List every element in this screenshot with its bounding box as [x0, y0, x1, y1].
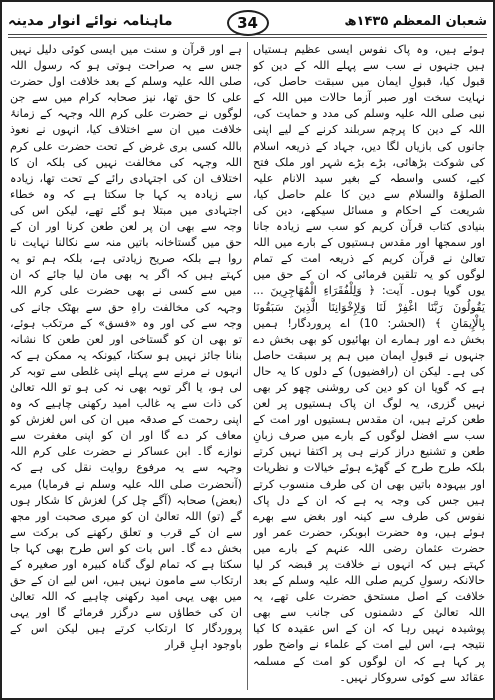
issue-date: شعبان المعظم ۱۴۳۵ھ — [344, 13, 487, 29]
left-column-text: ہے اور قرآن و سنت میں ایسی کوئی دلیل نہیں جس سے یہ صراحت ہوتی ہو کہ رسول اللہ صلی اللہ علیہ وسلم کے بعد خلافت اول حضرت علی کا حق تھا، نیز صحابہ کرام میں سے جن لوگوں نے حضرت علی کرم اللہ وجہہ کے زمانۂ خلافت میں ان سے اختلاف کیا، انہوں نے نعوذ باللہ کسی بری غرض کے تحت حضرت علی کرم اللہ وجہہ کی مخالفت نہیں کی بلکہ ان کا اختلاف ان کی اجتہادی رائے کے تحت تھا، زیادہ سے زیادہ یہ کہا جا سکتا ہے کہ وہ خطاء اجتہادی میں مبتلا ہو گئے تھے، لیکن اس کی وجہ سے بھی ان پر لعن طعن کرنا اور ان کے حق میں گستاخانہ باتیں منہ سے نکالنا نہایت نا روا ہے بلکہ صریح زیادتی ہے، بلکہ ہم تو یہ کہتے ہیں کہ اگر یہ بھی مان لیا جائے کہ ان میں سے کسی نے بھی حضرت علی کرم اللہ وجہہ کی مخالفت راہِ حق سے بھٹک جانے کی وجہ سے کی اور وہ «فسق» کے مرتکب ہوئے، تو بھی ان کو گستاخی اور لعن طعن کا نشانہ بنانا جائز نہیں ہو سکتا، کیونکہ یہ ممکن ہے کہ انہوں نے مرنے سے پہلے اپنی غلطی سے توبہ کر لی ہو، یا اگر توبہ بھی نہ کی ہو تو اللہ تعالیٰ کی ذات سے یہ غالب امید رکھنی چاہیے کہ وہ اپنی رحمت کے صدقہ میں ان کی اس لغزش کو معاف کر دے گا اور ان کو اپنی مغفرت سے نوازے گا۔ ابن عساکر نے حضرت علی کرم اللہ وجہہ سے یہ مرفوع روایت نقل کی ہے کہ (آنحضرت صلی اللہ علیہ وسلم نے فرمایا) میرے (بعض) صحابہ (آگے چل کر) لغزش کا شکار ہوں گے (تو) اللہ تعالیٰ ان کو میری صحبت اور مجھ سے ان کے قرب و تعلق رکھنے کی برکت سے بخش دے گا۔ اس بات کو اس طرح بھی کہا جا سکتا ہے کہ تمام لوگ گناہ کبیرہ اور صغیرہ کے ارتکاب سے مامون نہیں ہیں، اس لیے ان کے حق میں بھی یہی امید رکھنی چاہیے کہ اللہ تعالیٰ ان کی خطاؤں سے درگزر فرمائے گا اور یہی پروردگار کا ارتکاب کرتے ہیں لیکن اس کے باوجود اہلِ قرار — [10, 43, 242, 652]
header-rule — [8, 37, 487, 38]
page-header — [8, 8, 487, 35]
page-number: 34 — [227, 10, 269, 36]
text-columns — [10, 42, 485, 690]
right-column-text: ہوئے ہیں، وہ پاک نفوس ایسی عظیم ہستیاں ہیں جنہوں نے سب سے پہلے اللہ کے دین کو قبول کیا، قبولِ ایمان میں سبقت حاصل کی، نہایت سخت اور صبر آزما حالات میں اللہ کے نبی صلی اللہ علیہ وسلم کی مدد و حمایت کی، اللہ کے دین کا پرچم سربلند کرنے کے لیے اپنی جانوں کی بازیاں لگا دیں، جہاد کے ذریعہ اسلام کی شوکت بڑھائی، بڑے بڑے شہر اور ملک فتح کیے، کسی واسطہ کے بغیر سید الانام علیہ الصلوٰۃ والسلام سے دین کا علم حاصل کیا، شریعت کے احکام و مسائل سیکھے، دین کی بنیادی کتاب قرآن کریم کو سب سے زیادہ جانا اور سمجھا اور مقدس ہستیوں کے بارے میں اللہ تعالیٰ نے قرآن کریم کے ذریعہ امت کے تمام لوگوں کو یہ تلقین فرمائی کہ ان کے حق میں یوں گویا ہوں۔ آیت: ﴿ وَلِلْفُقَرَاءِ الْمُهَاجِرِينَ ... يَقُولُونَ رَبَّنَا اغْفِرْ لَنَا وَلِإِخْوَانِنَا الَّذِينَ سَبَقُونَا بِالْإِيمَانِ ﴾ (الحشر: 10) اے پروردگار! ہمیں بخش دے اور ہمارے ان بھائیوں کو بھی بخش دے جنہوں نے قبولِ ایمان میں ہم پر سبقت حاصل کی ہے۔ لیکن ان (رافضیوں) کے دلوں کا یہ حال ہے کہ گویا ان کو دین کی روشنی چھو کر بھی نہیں گزری، یہ لوگ ان پاک ہستیوں پر لعن طعن کرتے ہیں، ان مقدس ہستیوں اور امت کے سب سے افضل لوگوں کے بارے میں صرف زبانِ طعن و تشنیع دراز کرنے ہی پر اکتفا نہیں کرتے بلکہ طرح طرح کے گھڑے ہوئے خیالات و نظریات اور بیہودہ باتیں بھی ان کی طرف منسوب کرتے ہیں جس کی وجہ یہ ہے کہ ان کے دل پاک نفوس کی طرف سے کینہ اور بغض سے بھرے ہوئے ہیں، وہ حضرت ابوبکر، حضرت عمر اور حضرت عثمان رضی اللہ عنہم کے بارے میں کہتے ہیں کہ انہوں نے خلافت پر قبضہ کر لیا حالانکہ رسولِ کریم صلی اللہ علیہ وسلم کے بعد خلافت کے اصل مستحق حضرت علی تھے، یہ اللہ تعالیٰ کے دشمنوں کی جانب سے بھی پوشیدہ نہیں رہا کہ ان کے اس عقیدہ کا کیا نتیجہ ہے، اس لیے امت کے علماء نے واضح طور پر کہا ہے کہ ان لوگوں کو امت کے مسلمہ عقائد سے کوئی سروکار نہیں۔ — [253, 43, 485, 684]
left-column — [10, 42, 242, 690]
right-column — [253, 42, 485, 690]
magazine-title: ماہنامہ نوائے انوار مدینہ — [8, 13, 173, 29]
column-divider — [247, 42, 248, 690]
